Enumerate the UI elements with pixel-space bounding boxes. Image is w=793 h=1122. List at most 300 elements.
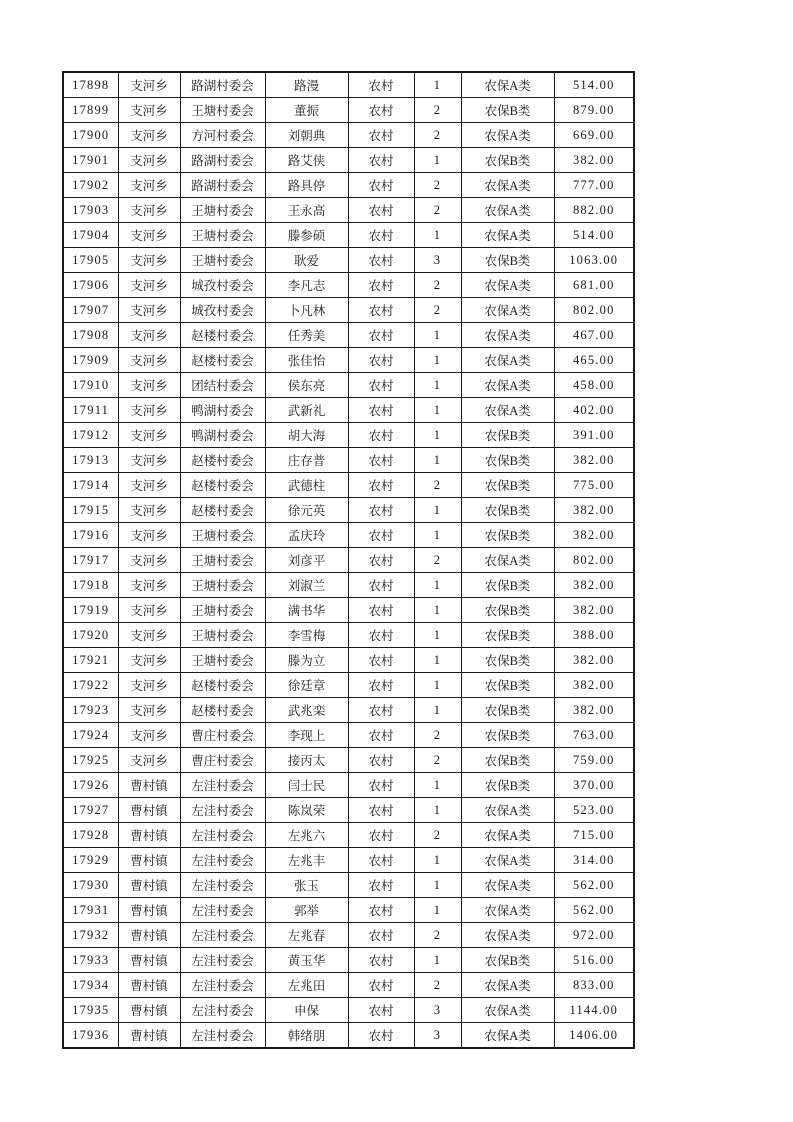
table-row (63, 323, 634, 348)
residence-type-cell: 农村 (348, 473, 414, 498)
township-cell: 曹村镇 (118, 798, 180, 823)
id-cell: 17920 (63, 623, 118, 648)
person-count-cell: 2 (414, 548, 461, 573)
amount-cell: 775.00 (554, 473, 634, 498)
village-committee-cell: 王塘村委会 (180, 523, 265, 548)
insurance-category-cell: 农保A类 (461, 273, 554, 298)
residence-type-cell: 农村 (348, 348, 414, 373)
id-cell: 17915 (63, 498, 118, 523)
id-cell: 17933 (63, 948, 118, 973)
insurance-category-cell: 农保A类 (461, 998, 554, 1023)
person-count-cell: 1 (414, 323, 461, 348)
insurance-category-cell: 农保A类 (461, 873, 554, 898)
id-cell: 17900 (63, 123, 118, 148)
village-committee-cell: 左洼村委会 (180, 873, 265, 898)
person-count-cell: 1 (414, 573, 461, 598)
person-name-cell: 路具停 (265, 173, 348, 198)
id-cell: 17934 (63, 973, 118, 998)
insurance-category-cell: 农保B类 (461, 98, 554, 123)
person-count-cell: 2 (414, 473, 461, 498)
person-name-cell: 刘彦平 (265, 548, 348, 573)
residence-type-cell: 农村 (348, 723, 414, 748)
id-cell: 17904 (63, 223, 118, 248)
village-committee-cell: 王塘村委会 (180, 548, 265, 573)
table-row (63, 248, 634, 273)
id-cell: 17906 (63, 273, 118, 298)
township-cell: 支河乡 (118, 723, 180, 748)
township-cell: 支河乡 (118, 673, 180, 698)
table-row (63, 723, 634, 748)
id-cell: 17926 (63, 773, 118, 798)
amount-cell: 391.00 (554, 423, 634, 448)
amount-cell: 523.00 (554, 798, 634, 823)
table-row (63, 773, 634, 798)
insurance-category-cell: 农保B类 (461, 523, 554, 548)
person-name-cell: 卜凡林 (265, 298, 348, 323)
amount-cell: 562.00 (554, 898, 634, 923)
person-name-cell: 陈岚荣 (265, 798, 348, 823)
table-row (63, 123, 634, 148)
amount-cell: 802.00 (554, 298, 634, 323)
residence-type-cell: 农村 (348, 548, 414, 573)
id-cell: 17901 (63, 148, 118, 173)
insurance-category-cell: 农保B类 (461, 698, 554, 723)
residence-type-cell: 农村 (348, 72, 414, 98)
person-name-cell: 路艾侠 (265, 148, 348, 173)
table-row (63, 848, 634, 873)
residence-type-cell: 农村 (348, 273, 414, 298)
person-name-cell: 左兆春 (265, 923, 348, 948)
insurance-category-cell: 农保A类 (461, 848, 554, 873)
person-count-cell: 1 (414, 398, 461, 423)
person-count-cell: 2 (414, 923, 461, 948)
village-committee-cell: 曹庄村委会 (180, 723, 265, 748)
table-row (63, 673, 634, 698)
village-committee-cell: 路湖村委会 (180, 72, 265, 98)
township-cell: 支河乡 (118, 573, 180, 598)
township-cell: 曹村镇 (118, 823, 180, 848)
residence-type-cell: 农村 (348, 523, 414, 548)
village-committee-cell: 左洼村委会 (180, 1023, 265, 1049)
residence-type-cell: 农村 (348, 973, 414, 998)
amount-cell: 669.00 (554, 123, 634, 148)
insurance-category-cell: 农保A类 (461, 898, 554, 923)
insurance-category-cell: 农保A类 (461, 223, 554, 248)
person-name-cell: 董振 (265, 98, 348, 123)
person-count-cell: 1 (414, 148, 461, 173)
id-cell: 17910 (63, 373, 118, 398)
township-cell: 曹村镇 (118, 923, 180, 948)
amount-cell: 382.00 (554, 673, 634, 698)
insurance-category-cell: 农保A类 (461, 923, 554, 948)
table-row (63, 173, 634, 198)
amount-cell: 763.00 (554, 723, 634, 748)
person-count-cell: 1 (414, 948, 461, 973)
person-count-cell: 2 (414, 273, 461, 298)
table-row (63, 373, 634, 398)
township-cell: 支河乡 (118, 98, 180, 123)
amount-cell: 382.00 (554, 648, 634, 673)
table-row (63, 148, 634, 173)
person-name-cell: 徐元英 (265, 498, 348, 523)
table-row (63, 948, 634, 973)
township-cell: 支河乡 (118, 248, 180, 273)
residence-type-cell: 农村 (348, 573, 414, 598)
residence-type-cell: 农村 (348, 148, 414, 173)
id-cell: 17929 (63, 848, 118, 873)
id-cell: 17916 (63, 523, 118, 548)
id-cell: 17908 (63, 323, 118, 348)
person-count-cell: 1 (414, 623, 461, 648)
insurance-category-cell: 农保A类 (461, 173, 554, 198)
table-row (63, 348, 634, 373)
insurance-category-cell: 农保A类 (461, 298, 554, 323)
person-name-cell: 左兆丰 (265, 848, 348, 873)
village-committee-cell: 路湖村委会 (180, 173, 265, 198)
table-row (63, 223, 634, 248)
residence-type-cell: 农村 (348, 773, 414, 798)
person-name-cell: 滕参硕 (265, 223, 348, 248)
person-count-cell: 1 (414, 848, 461, 873)
id-cell: 17911 (63, 398, 118, 423)
table-row (63, 473, 634, 498)
village-committee-cell: 曹庄村委会 (180, 748, 265, 773)
village-committee-cell: 赵楼村委会 (180, 498, 265, 523)
person-count-cell: 1 (414, 423, 461, 448)
amount-cell: 516.00 (554, 948, 634, 973)
residence-type-cell: 农村 (348, 323, 414, 348)
residence-type-cell: 农村 (348, 498, 414, 523)
table-row (63, 648, 634, 673)
insurance-category-cell: 农保B类 (461, 473, 554, 498)
amount-cell: 465.00 (554, 348, 634, 373)
township-cell: 曹村镇 (118, 773, 180, 798)
residence-type-cell: 农村 (348, 98, 414, 123)
id-cell: 17905 (63, 248, 118, 273)
person-count-cell: 3 (414, 1023, 461, 1049)
person-count-cell: 1 (414, 598, 461, 623)
person-name-cell: 任秀美 (265, 323, 348, 348)
insurance-category-cell: 农保B类 (461, 498, 554, 523)
amount-cell: 715.00 (554, 823, 634, 848)
amount-cell: 314.00 (554, 848, 634, 873)
person-count-cell: 1 (414, 223, 461, 248)
township-cell: 支河乡 (118, 598, 180, 623)
township-cell: 支河乡 (118, 223, 180, 248)
person-name-cell: 申保 (265, 998, 348, 1023)
insurance-category-cell: 农保B类 (461, 423, 554, 448)
amount-cell: 467.00 (554, 323, 634, 348)
village-committee-cell: 王塘村委会 (180, 198, 265, 223)
village-committee-cell: 王塘村委会 (180, 623, 265, 648)
amount-cell: 458.00 (554, 373, 634, 398)
person-count-cell: 3 (414, 998, 461, 1023)
table-row (63, 548, 634, 573)
insurance-category-cell: 农保B类 (461, 748, 554, 773)
residence-type-cell: 农村 (348, 673, 414, 698)
township-cell: 支河乡 (118, 398, 180, 423)
township-cell: 支河乡 (118, 348, 180, 373)
table-row (63, 598, 634, 623)
insurance-category-cell: 农保A类 (461, 973, 554, 998)
person-name-cell: 胡大海 (265, 423, 348, 448)
person-count-cell: 2 (414, 198, 461, 223)
person-count-cell: 2 (414, 973, 461, 998)
person-count-cell: 1 (414, 698, 461, 723)
residence-type-cell: 农村 (348, 873, 414, 898)
id-cell: 17912 (63, 423, 118, 448)
amount-cell: 382.00 (554, 523, 634, 548)
amount-cell: 382.00 (554, 448, 634, 473)
village-committee-cell: 左洼村委会 (180, 973, 265, 998)
table-body (63, 72, 634, 1048)
residence-type-cell: 农村 (348, 173, 414, 198)
person-name-cell: 接丙太 (265, 748, 348, 773)
insurance-category-cell: 农保A类 (461, 398, 554, 423)
id-cell: 17924 (63, 723, 118, 748)
township-cell: 曹村镇 (118, 848, 180, 873)
village-committee-cell: 左洼村委会 (180, 998, 265, 1023)
table-row (63, 398, 634, 423)
person-count-cell: 2 (414, 723, 461, 748)
id-cell: 17932 (63, 923, 118, 948)
insurance-category-cell: 农保A类 (461, 348, 554, 373)
person-name-cell: 满书华 (265, 598, 348, 623)
table-row (63, 823, 634, 848)
id-cell: 17931 (63, 898, 118, 923)
person-count-cell: 2 (414, 748, 461, 773)
person-name-cell: 耿爱 (265, 248, 348, 273)
village-committee-cell: 赵楼村委会 (180, 323, 265, 348)
person-name-cell: 左兆六 (265, 823, 348, 848)
village-committee-cell: 赵楼村委会 (180, 673, 265, 698)
village-committee-cell: 王塘村委会 (180, 223, 265, 248)
id-cell: 17913 (63, 448, 118, 473)
township-cell: 支河乡 (118, 298, 180, 323)
insurance-category-cell: 农保A类 (461, 123, 554, 148)
residence-type-cell: 农村 (348, 648, 414, 673)
table-row (63, 298, 634, 323)
residence-type-cell: 农村 (348, 198, 414, 223)
person-count-cell: 1 (414, 773, 461, 798)
village-committee-cell: 左洼村委会 (180, 798, 265, 823)
insurance-category-cell: 农保A类 (461, 823, 554, 848)
id-cell: 17922 (63, 673, 118, 698)
data-table (62, 71, 635, 1049)
village-committee-cell: 路湖村委会 (180, 148, 265, 173)
amount-cell: 759.00 (554, 748, 634, 773)
amount-cell: 833.00 (554, 973, 634, 998)
person-name-cell: 闫士民 (265, 773, 348, 798)
table-row (63, 523, 634, 548)
residence-type-cell: 农村 (348, 598, 414, 623)
village-committee-cell: 王塘村委会 (180, 98, 265, 123)
id-cell: 17907 (63, 298, 118, 323)
amount-cell: 382.00 (554, 598, 634, 623)
village-committee-cell: 赵楼村委会 (180, 698, 265, 723)
township-cell: 支河乡 (118, 448, 180, 473)
id-cell: 17935 (63, 998, 118, 1023)
village-committee-cell: 左洼村委会 (180, 948, 265, 973)
village-committee-cell: 左洼村委会 (180, 773, 265, 798)
person-count-cell: 2 (414, 298, 461, 323)
id-cell: 17918 (63, 573, 118, 598)
amount-cell: 388.00 (554, 623, 634, 648)
township-cell: 支河乡 (118, 498, 180, 523)
person-name-cell: 张佳怡 (265, 348, 348, 373)
village-committee-cell: 王塘村委会 (180, 598, 265, 623)
id-cell: 17914 (63, 473, 118, 498)
village-committee-cell: 王塘村委会 (180, 573, 265, 598)
township-cell: 支河乡 (118, 148, 180, 173)
village-committee-cell: 鸭湖村委会 (180, 423, 265, 448)
residence-type-cell: 农村 (348, 223, 414, 248)
township-cell: 支河乡 (118, 423, 180, 448)
person-count-cell: 1 (414, 673, 461, 698)
person-name-cell: 刘朝典 (265, 123, 348, 148)
person-name-cell: 滕为立 (265, 648, 348, 673)
residence-type-cell: 农村 (348, 298, 414, 323)
person-name-cell: 武兆栾 (265, 698, 348, 723)
amount-cell: 514.00 (554, 72, 634, 98)
person-name-cell: 张玉 (265, 873, 348, 898)
person-count-cell: 1 (414, 798, 461, 823)
residence-type-cell: 农村 (348, 748, 414, 773)
amount-cell: 777.00 (554, 173, 634, 198)
insurance-category-cell: 农保B类 (461, 573, 554, 598)
insurance-category-cell: 农保B类 (461, 948, 554, 973)
person-count-cell: 1 (414, 648, 461, 673)
amount-cell: 879.00 (554, 98, 634, 123)
person-count-cell: 2 (414, 173, 461, 198)
township-cell: 支河乡 (118, 548, 180, 573)
residence-type-cell: 农村 (348, 448, 414, 473)
table-row (63, 998, 634, 1023)
table-row (63, 973, 634, 998)
person-count-cell: 2 (414, 123, 461, 148)
person-name-cell: 路漫 (265, 72, 348, 98)
amount-cell: 1144.00 (554, 998, 634, 1023)
township-cell: 支河乡 (118, 198, 180, 223)
amount-cell: 1406.00 (554, 1023, 634, 1049)
person-count-cell: 1 (414, 373, 461, 398)
table-row (63, 448, 634, 473)
village-committee-cell: 王塘村委会 (180, 248, 265, 273)
residence-type-cell: 农村 (348, 948, 414, 973)
residence-type-cell: 农村 (348, 998, 414, 1023)
person-count-cell: 1 (414, 498, 461, 523)
insurance-category-cell: 农保A类 (461, 1023, 554, 1049)
residence-type-cell: 农村 (348, 823, 414, 848)
insurance-category-cell: 农保B类 (461, 648, 554, 673)
person-name-cell: 左兆田 (265, 973, 348, 998)
township-cell: 支河乡 (118, 72, 180, 98)
insurance-category-cell: 农保B类 (461, 148, 554, 173)
amount-cell: 382.00 (554, 148, 634, 173)
amount-cell: 514.00 (554, 223, 634, 248)
table-row (63, 898, 634, 923)
village-committee-cell: 左洼村委会 (180, 823, 265, 848)
residence-type-cell: 农村 (348, 248, 414, 273)
id-cell: 17903 (63, 198, 118, 223)
person-count-cell: 1 (414, 523, 461, 548)
insurance-category-cell: 农保A类 (461, 798, 554, 823)
person-name-cell: 侯东亮 (265, 373, 348, 398)
village-committee-cell: 城孜村委会 (180, 298, 265, 323)
township-cell: 支河乡 (118, 648, 180, 673)
amount-cell: 382.00 (554, 573, 634, 598)
person-name-cell: 韩绪朋 (265, 1023, 348, 1049)
insurance-category-cell: 农保A类 (461, 548, 554, 573)
township-cell: 支河乡 (118, 373, 180, 398)
insurance-category-cell: 农保B类 (461, 773, 554, 798)
id-cell: 17909 (63, 348, 118, 373)
township-cell: 曹村镇 (118, 998, 180, 1023)
id-cell: 17919 (63, 598, 118, 623)
table-row (63, 1023, 634, 1049)
village-committee-cell: 左洼村委会 (180, 848, 265, 873)
township-cell: 支河乡 (118, 748, 180, 773)
village-committee-cell: 赵楼村委会 (180, 473, 265, 498)
table-row (63, 923, 634, 948)
table-row (63, 698, 634, 723)
village-committee-cell: 团结村委会 (180, 373, 265, 398)
village-committee-cell: 鸭湖村委会 (180, 398, 265, 423)
person-name-cell: 刘淑兰 (265, 573, 348, 598)
person-name-cell: 武德柱 (265, 473, 348, 498)
amount-cell: 1063.00 (554, 248, 634, 273)
id-cell: 17925 (63, 748, 118, 773)
township-cell: 支河乡 (118, 523, 180, 548)
residence-type-cell: 农村 (348, 423, 414, 448)
residence-type-cell: 农村 (348, 123, 414, 148)
residence-type-cell: 农村 (348, 798, 414, 823)
id-cell: 17930 (63, 873, 118, 898)
person-name-cell: 郭举 (265, 898, 348, 923)
residence-type-cell: 农村 (348, 623, 414, 648)
person-count-cell: 3 (414, 248, 461, 273)
person-name-cell: 王永高 (265, 198, 348, 223)
person-count-cell: 1 (414, 898, 461, 923)
village-committee-cell: 城孜村委会 (180, 273, 265, 298)
insurance-category-cell: 农保B类 (461, 248, 554, 273)
residence-type-cell: 农村 (348, 898, 414, 923)
township-cell: 曹村镇 (118, 1023, 180, 1049)
township-cell: 支河乡 (118, 123, 180, 148)
person-count-cell: 1 (414, 348, 461, 373)
township-cell: 曹村镇 (118, 948, 180, 973)
person-name-cell: 李凡志 (265, 273, 348, 298)
amount-cell: 382.00 (554, 698, 634, 723)
residence-type-cell: 农村 (348, 848, 414, 873)
table-row (63, 623, 634, 648)
table-row (63, 798, 634, 823)
amount-cell: 882.00 (554, 198, 634, 223)
township-cell: 支河乡 (118, 698, 180, 723)
amount-cell: 370.00 (554, 773, 634, 798)
person-name-cell: 李现上 (265, 723, 348, 748)
township-cell: 支河乡 (118, 623, 180, 648)
table-row (63, 72, 634, 98)
residence-type-cell: 农村 (348, 923, 414, 948)
table-row (63, 98, 634, 123)
amount-cell: 802.00 (554, 548, 634, 573)
residence-type-cell: 农村 (348, 373, 414, 398)
residence-type-cell: 农村 (348, 398, 414, 423)
amount-cell: 972.00 (554, 923, 634, 948)
person-name-cell: 李雪梅 (265, 623, 348, 648)
table-row (63, 273, 634, 298)
